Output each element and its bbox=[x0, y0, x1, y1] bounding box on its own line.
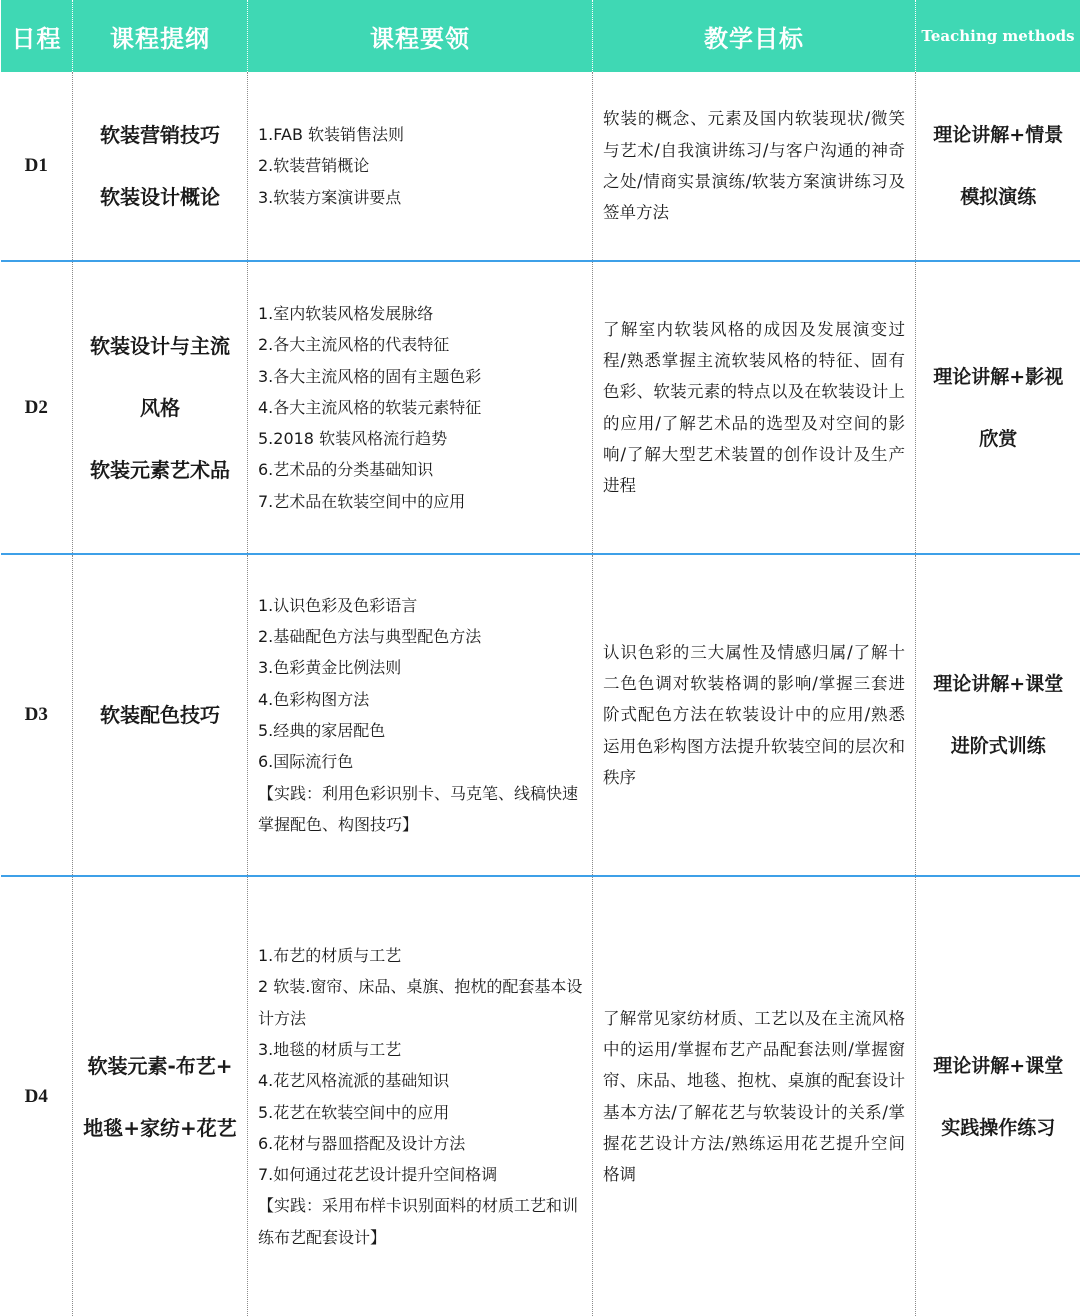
method-cell bbox=[916, 554, 1080, 876]
point-item: 1.认识色彩及色彩语言 bbox=[258, 595, 418, 615]
header-day: 日程 bbox=[1, 0, 73, 72]
point-item: 3.色彩黄金比例法则 bbox=[258, 658, 402, 678]
method-cell bbox=[916, 72, 1080, 261]
point-item: 5.经典的家居配色 bbox=[258, 721, 386, 740]
outline-cell bbox=[73, 876, 248, 1316]
day-cell: D4 bbox=[1, 876, 73, 1316]
points-cell bbox=[248, 876, 593, 1316]
table-row bbox=[1, 72, 1080, 261]
outline-line: 软装元素-布艺+ bbox=[87, 1053, 233, 1078]
table-row bbox=[1, 876, 1080, 1316]
point-item: 1.布艺的材质与工艺 bbox=[258, 946, 402, 966]
outline-line: 软装元素艺术品 bbox=[90, 457, 230, 482]
method-line: 理论讲解+情景 bbox=[933, 124, 1064, 146]
point-item: 4.各大主流风格的软装元素特征 bbox=[258, 397, 482, 417]
outline-cell bbox=[73, 261, 248, 554]
header-methods: Teaching methods bbox=[916, 0, 1080, 72]
point-item: 3.各大主流风格的固有主题色彩 bbox=[258, 366, 482, 386]
outline-line: 软装设计与主流 bbox=[90, 333, 230, 358]
goal-cell: 认识色彩的三大属性及情感归属/了解十二色色调对软装格调的影响/掌握三套进阶式配色方法在软装设计中的应用/熟悉运用色彩构图方法提升软装空间的层次和秩序 bbox=[593, 554, 916, 876]
points-cell bbox=[248, 261, 593, 554]
method-line: 理论讲解+影视 bbox=[933, 365, 1064, 388]
points-cell bbox=[248, 72, 593, 261]
point-item: 4.色彩构图方法 bbox=[258, 689, 370, 709]
day-cell: D3 bbox=[1, 554, 73, 876]
method-cell bbox=[916, 876, 1080, 1316]
header-points: 课程要领 bbox=[248, 0, 593, 72]
table-row bbox=[1, 554, 1080, 876]
points-cell bbox=[248, 554, 593, 876]
outline-line: 地毯+家纺+花艺 bbox=[83, 1115, 237, 1140]
goal-cell: 软装的概念、元素及国内软装现状/微笑与艺术/自我演讲练习/与客户沟通的神奇之处/情商实景演练/软装方案演讲练习及签单方法 bbox=[593, 72, 916, 261]
method-line: 理论讲解+课堂 bbox=[933, 1054, 1064, 1077]
point-item: 1.FAB 软装销售法则 bbox=[258, 125, 405, 145]
outline-line: 软装配色技巧 bbox=[100, 703, 220, 727]
table-row bbox=[1, 261, 1080, 554]
method-line: 理论讲解+课堂 bbox=[933, 673, 1064, 695]
goal-cell: 了解室内软装风格的成因及发展演变过程/熟悉掌握主流软装风格的特征、固有色彩、软装元素的特点以及在软装设计上的应用/了解艺术品的选型及对空间的影响/了解大型艺术装置的创作设计及生产进程 bbox=[593, 261, 916, 554]
point-item: 6.国际流行色 bbox=[258, 752, 354, 772]
method-line: 实践操作练习 bbox=[941, 1116, 1056, 1139]
outline-cell bbox=[73, 72, 248, 261]
method-cell bbox=[916, 261, 1080, 554]
point-item: 6.花材与器皿搭配及设计方法 bbox=[258, 1133, 466, 1153]
outline-line: 风格 bbox=[140, 395, 180, 420]
point-item: 6.艺术品的分类基础知识 bbox=[258, 460, 434, 480]
method-line: 欣赏 bbox=[979, 427, 1018, 450]
point-item: 3.软装方案演讲要点 bbox=[258, 187, 402, 207]
outline-line: 软装营销技巧 bbox=[100, 123, 220, 147]
method-line: 进阶式训练 bbox=[950, 735, 1046, 757]
point-item: 1.室内软装风格发展脉络 bbox=[258, 303, 434, 323]
day-cell: D1 bbox=[1, 72, 73, 261]
table-header bbox=[1, 0, 1080, 72]
day-cell: D2 bbox=[1, 261, 73, 554]
practice-note: 【实践：采用布样卡识别面料的材质工艺和训练布艺配套设计】 bbox=[258, 1196, 579, 1247]
outline-line: 软装设计概论 bbox=[100, 185, 220, 209]
point-item: 2 软装.窗帘、床品、桌旗、抱枕的配套基本设计方法 bbox=[258, 977, 583, 1028]
practice-note: 【实践：利用色彩识别卡、马克笔、线稿快速掌握配色、构图技巧】 bbox=[258, 783, 579, 834]
point-item: 5.2018 软装风格流行趋势 bbox=[258, 429, 448, 449]
point-item: 5.花艺在软装空间中的应用 bbox=[258, 1102, 450, 1122]
header-goals: 教学目标 bbox=[593, 0, 916, 72]
point-item: 2.基础配色方法与典型配色方法 bbox=[258, 627, 482, 647]
point-item: 7.艺术品在软装空间中的应用 bbox=[258, 491, 466, 511]
point-item: 7.如何通过花艺设计提升空间格调 bbox=[258, 1165, 498, 1185]
point-item: 4.花艺风格流派的基础知识 bbox=[258, 1071, 450, 1091]
goal-cell: 了解常见家纺材质、工艺以及在主流风格中的运用/掌握布艺产品配套法则/掌握窗帘、床品、地毯、抱枕、桌旗的配套设计基本方法/了解花艺与软装设计的关系/掌握花艺设计方法/熟练运用花艺提升空间格调 bbox=[593, 876, 916, 1316]
method-line: 模拟演练 bbox=[960, 186, 1037, 208]
outline-cell bbox=[73, 554, 248, 876]
point-item: 2.软装营销概论 bbox=[258, 156, 370, 176]
header-outline: 课程提纲 bbox=[73, 0, 248, 72]
point-item: 3.地毯的材质与工艺 bbox=[258, 1039, 402, 1059]
point-item: 2.各大主流风格的代表特征 bbox=[258, 335, 450, 355]
